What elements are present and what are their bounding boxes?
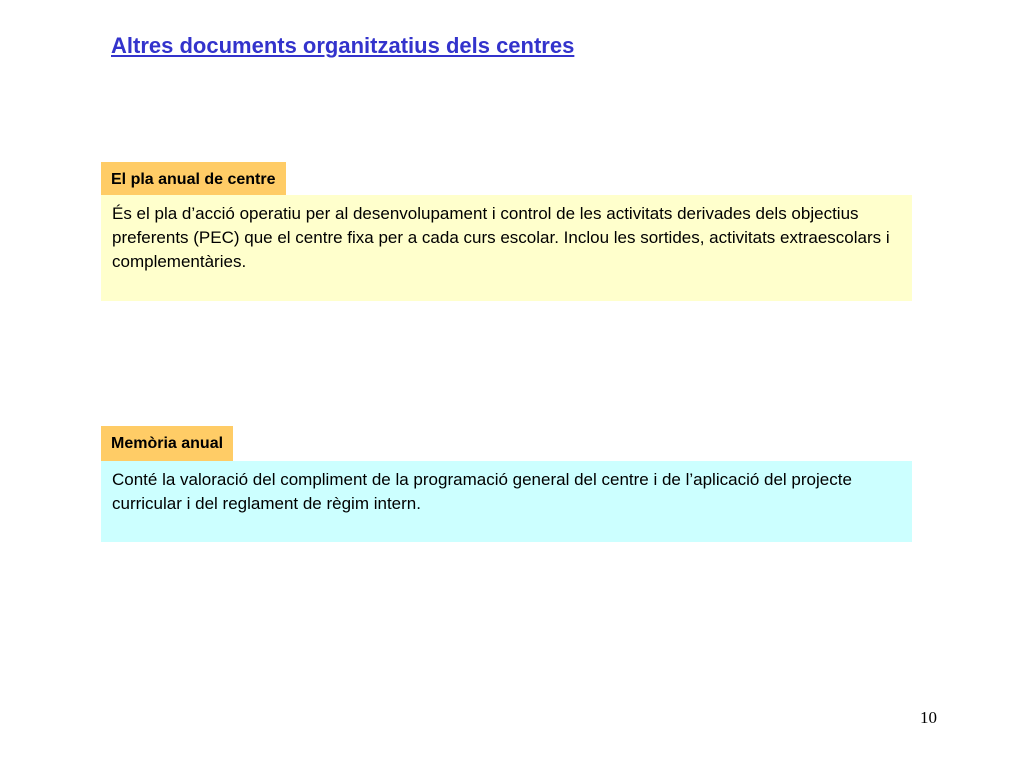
pla-anual-description: És el pla d’acció operatiu per al desenvolupament i control de les activitats derivades dels objectius preferents (PEC) que el centre fixa per a cada curs escolar. Inclou les sortides, activitats extraescolars i complementàries. — [101, 195, 912, 301]
page-number: 10 — [920, 708, 937, 727]
pla-anual-label: El pla anual de centre — [101, 162, 286, 198]
memoria-anual-description: Conté la valoració del compliment de la programació general del centre i de l’aplicació del projecte curricular i del reglament de règim intern. — [101, 461, 912, 542]
memoria-anual-label: Memòria anual — [101, 426, 233, 462]
page-title[interactable]: Altres documents organitzatius dels centres — [111, 33, 575, 58]
